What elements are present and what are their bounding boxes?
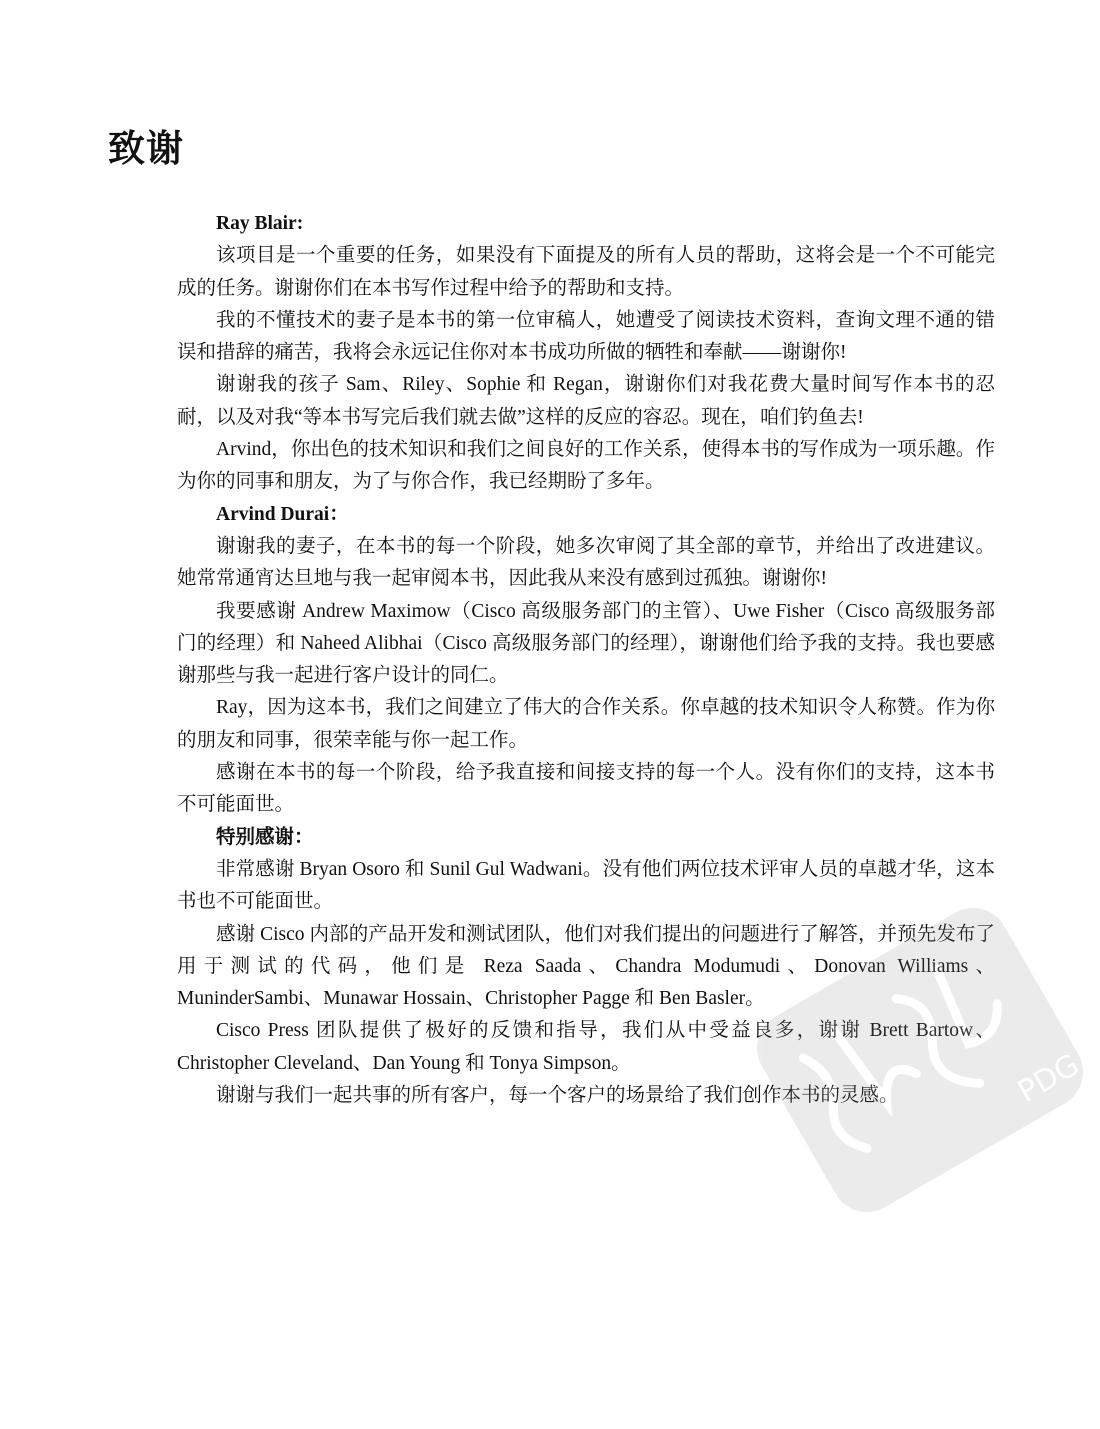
paragraph: 我的不懂技术的妻子是本书的第一位审稿人，她遭受了阅读技术资料，查询文理不通的错误和措辞的痛苦，我将会永远记住你对本书成功所做的牺牲和奉献——谢谢你! — [177, 309, 995, 364]
paragraph: 谢谢与我们一起共事的所有客户，每一个客户的场景给了我们创作本书的灵感。 — [216, 1085, 899, 1107]
paragraph: Arvind，你出色的技术知识和我们之间良好的工作关系，使得本书的写作成为一项乐趣。作为你的同事和朋友，为了与你合作，我已经期盼了多年。 — [177, 439, 995, 493]
paragraph: 该项目是一个重要的任务，如果没有下面提及的所有人员的帮助，这将会是一个不可能完成的任务。谢谢你们在本书写作过程中给予的帮助和支持。 — [177, 245, 995, 299]
paragraph: 非常感谢 Bryan Osoro 和 Sunil Gul Wadwani。没有他们两位技术评审人员的卓越才华，这本书也不可能面世。 — [177, 858, 995, 913]
paragraph: Ray，因为这本书，我们之间建立了伟大的合作关系。你卓越的技术知识令人称赞。作为你的朋友和同事，很荣幸能与你一起工作。 — [177, 697, 995, 751]
section-heading-special-thanks: 特别感谢： — [216, 826, 314, 848]
paragraph: 感谢 Cisco 内部的产品开发和测试团队，他们对我们提出的问题进行了解答，并预先发布了用于测试的代码，他们是 Reza Saada、Chandra Modumudi、Donovan Williams、MuninderSambi、Munawar Hossain、Christopher Pagge 和 Ben Basler。 — [177, 923, 995, 1010]
section-heading-ray-blair: Ray Blair: — [216, 213, 304, 234]
paragraph: 谢谢我的孩子 Sam、Riley、Sophie 和 Regan，谢谢你们对我花费大量时间写作本书的忍耐，以及对我“等本书写完后我们就去做”这样的反应的容忍。现在，咱们钓鱼去! — [177, 374, 995, 428]
paragraph: 谢谢我的妻子，在本书的每一个阶段，她多次审阅了其全部的章节，并给出了改进建议。她常常通宵达旦地与我一起审阅本书，因此我从来没有感到过孤独。谢谢你! — [177, 535, 995, 590]
paragraph: Cisco Press 团队提供了极好的反馈和指导，我们从中受益良多，谢谢 Brett Bartow、Christopher Cleveland、Dan Young 和 Tonya Simpson。 — [177, 1020, 995, 1074]
paragraph: 感谢在本书的每一个阶段，给予我直接和间接支持的每一个人。没有你们的支持，这本书不可能面世。 — [177, 762, 995, 816]
paragraph: 我要感谢 Andrew Maximow（Cisco 高级服务部门的主管）、Uwe Fisher（Cisco 高级服务部门的经理）和 Naheed Alibhai（Cisco 高级服务部门的经理），谢谢他们给予我的支持。我也要感谢那些与我一起进行客户设计的同仁。 — [177, 600, 995, 687]
page-title: 致谢 — [108, 127, 184, 170]
watermark-label: PDG — [1012, 1047, 1086, 1110]
acknowledgements-body — [177, 208, 995, 1112]
section-heading-arvind-durai: Arvind Durai： — [216, 503, 349, 525]
